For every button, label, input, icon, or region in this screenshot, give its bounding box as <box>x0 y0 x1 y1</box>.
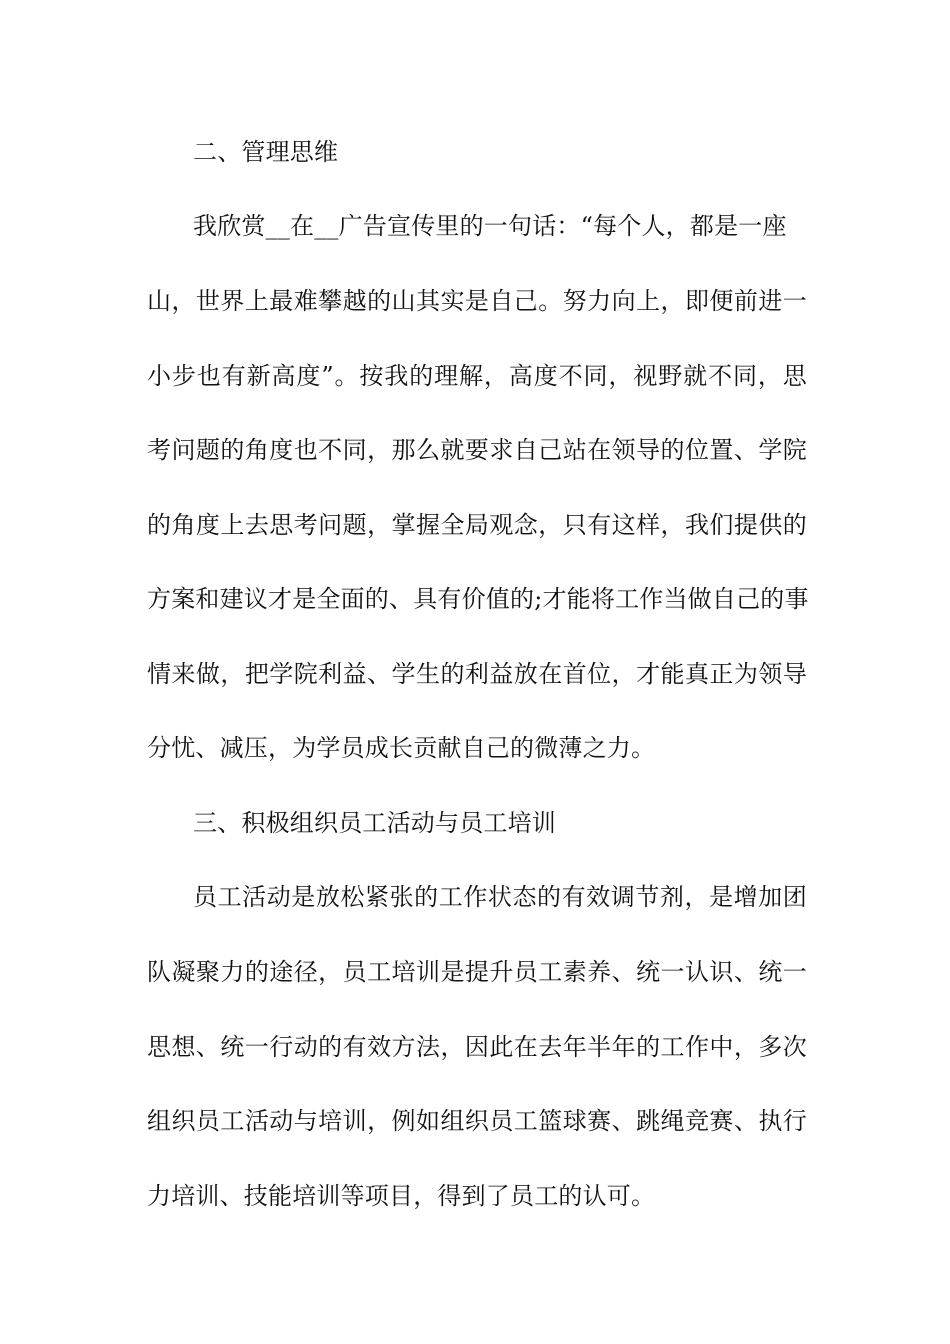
paragraph-line: 山，世界上最难攀越的山其实是自己。努力向上，即便前进一 <box>147 287 807 315</box>
paragraph-line: 队凝聚力的途径，员工培训是提升员工素养、统一认识、统一 <box>147 958 807 986</box>
section-heading-employee-activities: 三、积极组织员工活动与员工培训 <box>193 809 556 837</box>
paragraph-line: 的角度上去思考问题，掌握全局观念，只有这样，我们提供的 <box>147 511 807 539</box>
paragraph-line: 我欣赏__在__广告宣传里的一句话：“每个人，都是一座 <box>193 212 787 240</box>
paragraph-line: 方案和建议才是全面的、具有价值的;才能将工作当做自己的事 <box>147 585 809 613</box>
paragraph-line: 考问题的角度也不同，那么就要求自己站在领导的位置、学院 <box>147 436 807 464</box>
paragraph-line: 思想、统一行动的有效方法，因此在去年半年的工作中，多次 <box>147 1033 807 1061</box>
section-heading-management-thinking: 二、管理思维 <box>193 138 339 166</box>
paragraph-line: 员工活动是放松紧张的工作状态的有效调节剂，是增加团 <box>193 883 807 911</box>
paragraph-line: 分忧、减压，为学员成长贡献自己的微薄之力。 <box>147 734 656 762</box>
paragraph-line: 力培训、技能培训等项目，得到了员工的认可。 <box>147 1182 656 1210</box>
paragraph-line: 组织员工活动与培训，例如组织员工篮球赛、跳绳竞赛、执行 <box>147 1107 807 1135</box>
paragraph-line: 情来做，把学院利益、学生的利益放在首位，才能真正为领导 <box>147 660 807 688</box>
paragraph-line: 小步也有新高度”。按我的理解，高度不同，视野就不同，思 <box>147 362 807 390</box>
